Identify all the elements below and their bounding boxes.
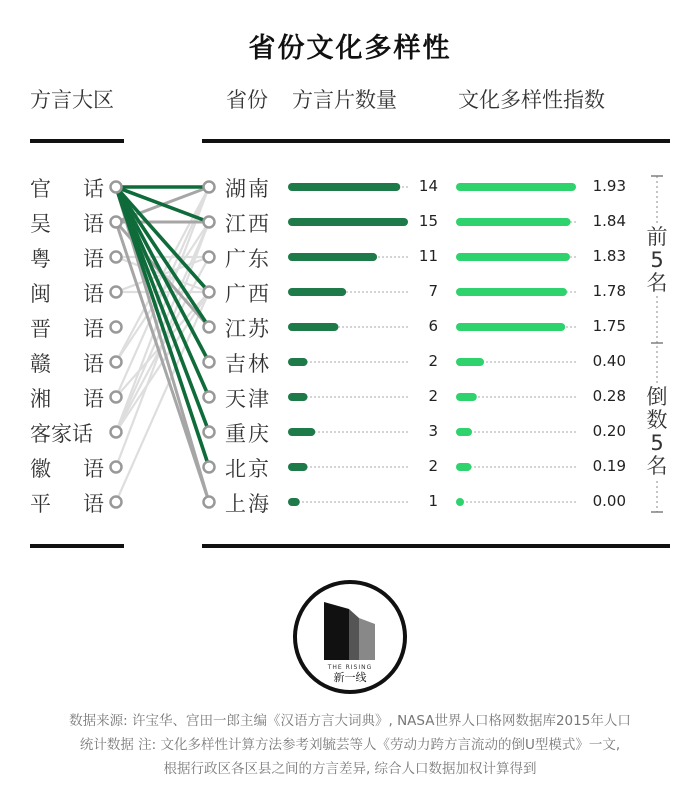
- svg-text:新一线: 新一线: [333, 671, 367, 684]
- province-dot: [204, 427, 215, 438]
- province-label: 重庆: [225, 422, 271, 446]
- dialect-dot: [111, 287, 122, 298]
- dialect-dot: [111, 357, 122, 368]
- dialect-label: 晋 语: [30, 317, 104, 341]
- index-value-label: 0.19: [592, 457, 626, 475]
- source-line: 根据行政区各区县之间的方言差异, 综合人口数据加权计算得到: [163, 761, 537, 777]
- index-value-label: 1.84: [592, 212, 626, 230]
- province-dot: [204, 497, 215, 508]
- brand-logo: [291, 578, 409, 696]
- dialect-label: 粤 语: [30, 247, 104, 271]
- count-value-label: 1: [428, 492, 438, 510]
- dialect-label: 徽 语: [30, 457, 104, 481]
- province-label: 北京: [225, 457, 271, 481]
- source-note: [20, 709, 680, 781]
- province-dot: [204, 287, 215, 298]
- dialect-label: 官 话: [30, 177, 104, 201]
- dialect-dot: [111, 462, 122, 473]
- count-value-label: 2: [428, 387, 438, 405]
- header-province: 省份: [226, 88, 268, 112]
- dialect-dot: [111, 392, 122, 403]
- index-value-label: 0.40: [592, 352, 626, 370]
- page-title: 省份文化多样性: [248, 33, 452, 64]
- source-line: 数据来源: 许宝华、宫田一郎主编《汉语方言大词典》, NASA世界人口格网数据库2015年人口: [69, 713, 631, 729]
- index-value-label: 0.28: [592, 387, 626, 405]
- count-value-label: 2: [428, 457, 438, 475]
- index-value-label: 1.83: [592, 247, 626, 265]
- dialect-dot: [111, 217, 122, 228]
- dialect-label: 平 语: [30, 492, 104, 516]
- province-dot: [204, 322, 215, 333]
- dialect-label: 闽 语: [30, 282, 104, 306]
- province-label: 广西: [225, 282, 271, 306]
- province-label: 上海: [225, 492, 271, 516]
- dialect-label: 湘 语: [30, 387, 104, 411]
- province-dot: [204, 462, 215, 473]
- dialect-label: 吴 语: [30, 212, 104, 236]
- province-label: 天津: [225, 387, 271, 411]
- header-diversity-index: 文化多样性指数: [458, 88, 605, 112]
- dialect-label: 客家话: [30, 422, 93, 446]
- count-value-label: 3: [428, 422, 438, 440]
- index-value-label: 0.00: [592, 492, 626, 510]
- province-dot: [204, 252, 215, 263]
- count-value-label: 11: [418, 247, 438, 265]
- province-label: 江苏: [225, 317, 271, 341]
- index-value-label: 1.78: [592, 282, 626, 300]
- dialect-dot: [111, 182, 122, 193]
- count-value-label: 6: [428, 317, 438, 335]
- source-line: 统计数据 注: 文化多样性计算方法参考刘毓芸等人《劳动力跨方言流动的倒U型模式》一文,: [79, 737, 621, 753]
- count-value-label: 7: [428, 282, 438, 300]
- count-value-label: 2: [428, 352, 438, 370]
- dialect-dot: [111, 497, 122, 508]
- header-dialect-region: 方言大区: [30, 88, 114, 112]
- province-dot: [204, 392, 215, 403]
- count-value-label: 15: [418, 212, 438, 230]
- province-dot: [204, 357, 215, 368]
- rank-label-bottom: 倒 数 5 名: [646, 385, 668, 478]
- index-value-label: 0.20: [592, 422, 626, 440]
- province-label: 广东: [225, 247, 271, 271]
- dialect-label: 赣 语: [30, 352, 104, 376]
- province-label: 湖南: [225, 177, 271, 201]
- province-label: 江西: [225, 212, 271, 236]
- header-dialect-count: 方言片数量: [292, 88, 397, 112]
- dialect-dot: [111, 322, 122, 333]
- province-dot: [204, 217, 215, 228]
- rank-label-top: 前 5 名: [646, 225, 668, 295]
- dialect-province-link: [116, 187, 209, 467]
- province-label: 吉林: [225, 352, 271, 376]
- count-value-label: 14: [418, 177, 438, 195]
- svg-text:THE RISING: THE RISING: [327, 664, 373, 671]
- index-value-label: 1.75: [592, 317, 626, 335]
- dialect-dot: [111, 427, 122, 438]
- dialect-dot: [111, 252, 122, 263]
- index-value-label: 1.93: [592, 177, 626, 195]
- province-dot: [204, 182, 215, 193]
